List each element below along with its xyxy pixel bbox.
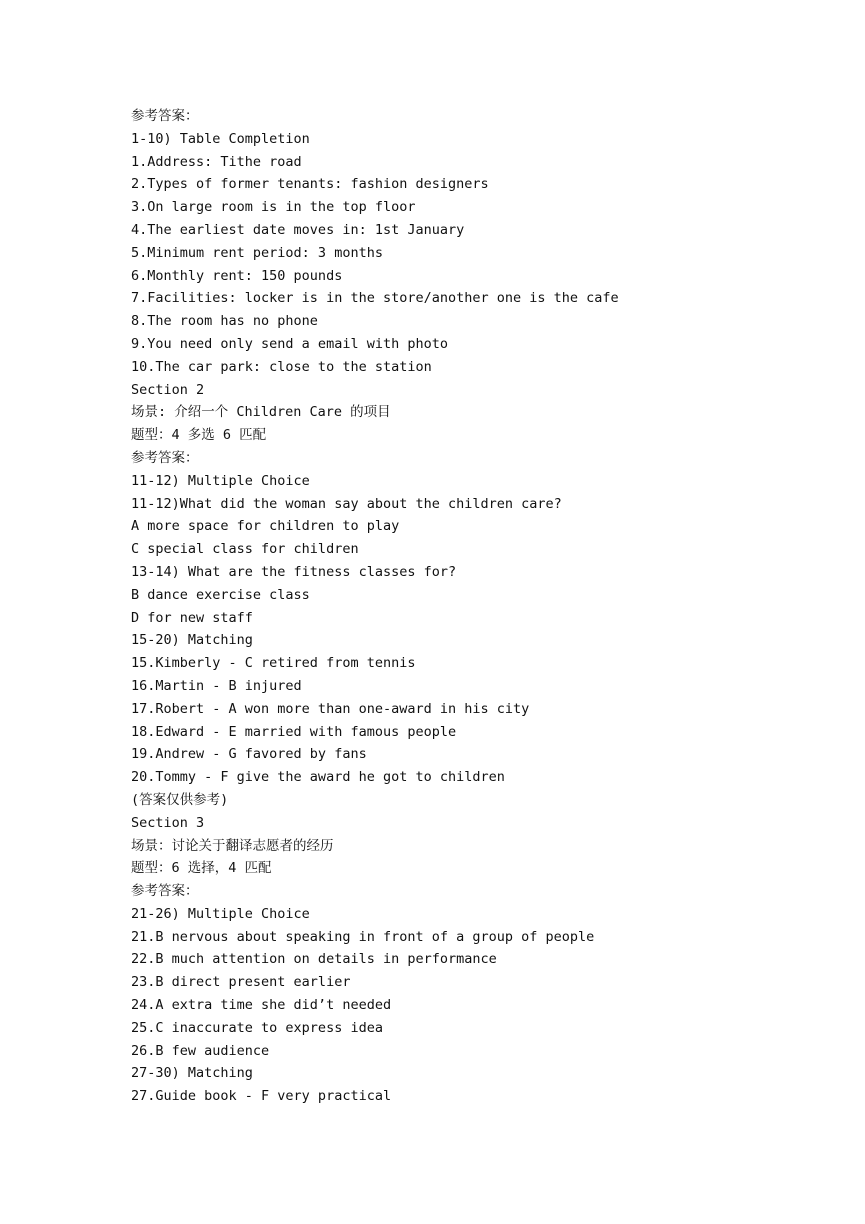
text-line: (答案仅供参考) <box>131 791 229 808</box>
text-line: 1.Address: Tithe road <box>131 153 302 170</box>
text-line: 23.B direct present earlier <box>131 974 351 991</box>
text-line: 15.Kimberly - C retired from tennis <box>131 655 416 672</box>
text-line: 27-30) Matching <box>131 1065 253 1082</box>
text-line: 25.C inaccurate to express idea <box>131 1019 383 1036</box>
section-heading: Section 2 <box>131 381 205 398</box>
text-line: A more space for children to play <box>131 518 400 535</box>
text-line: 题型：6 选择，4 匹配 <box>131 860 272 877</box>
text-line: 27.Guide book - F very practical <box>131 1088 392 1105</box>
text-line: 1-10) Table Completion <box>131 130 310 147</box>
text-line: 10.The car park: close to the station <box>131 358 432 375</box>
text-line: 场景：讨论关于翻译志愿者的经历 <box>131 837 334 854</box>
text-line: 11-12)What did the woman say about the children care? <box>131 495 562 512</box>
text-line: 7.Facilities: locker is in the store/another one is the cafe <box>131 290 619 307</box>
text-line: 19.Andrew - G favored by fans <box>131 746 367 763</box>
text-line: 场景: 介绍一个 Children Care 的项目 <box>131 404 391 421</box>
text-line: 参考答案： <box>131 883 199 900</box>
text-line: 16.Martin - B injured <box>131 677 302 694</box>
document-body <box>131 105 831 1108</box>
text-line: 8.The room has no phone <box>131 313 318 330</box>
text-line: C special class for children <box>131 541 359 558</box>
text-line: 17.Robert - A won more than one-award in his city <box>131 700 530 717</box>
text-line: 9.You need only send a email with photo <box>131 335 448 352</box>
text-line: 22.B much attention on details in performance <box>131 951 497 968</box>
text-line: 11-12) Multiple Choice <box>131 472 310 489</box>
text-line: 21.B nervous about speaking in front of a group of people <box>131 928 595 945</box>
text-line: 18.Edward - E married with famous people <box>131 723 457 740</box>
text-line: 3.On large room is in the top floor <box>131 199 416 216</box>
text-line: 4.The earliest date moves in: 1st January <box>131 221 465 238</box>
text-line: 15-20) Matching <box>131 632 253 649</box>
text-line: 参考答案： <box>131 108 199 124</box>
text-line: 26.B few audience <box>131 1042 270 1059</box>
text-line: B dance exercise class <box>131 586 310 603</box>
text-line: 参考答案： <box>131 449 199 466</box>
text-line: 6.Monthly rent: 150 pounds <box>131 267 343 284</box>
text-line: 题型：4 多选 6 匹配 <box>131 427 267 444</box>
text-line: 21-26) Multiple Choice <box>131 905 310 922</box>
text-line: 24.A extra time she did’t needed <box>131 997 392 1014</box>
text-line: D for new staff <box>131 609 253 626</box>
text-line: 2.Types of former tenants: fashion designers <box>131 176 489 193</box>
section-heading: Section 3 <box>131 814 205 831</box>
text-line: 13-14) What are the fitness classes for? <box>131 563 457 580</box>
text-line: 5.Minimum rent period: 3 months <box>131 244 383 261</box>
text-line: 20.Tommy - F give the award he got to children <box>131 769 505 786</box>
